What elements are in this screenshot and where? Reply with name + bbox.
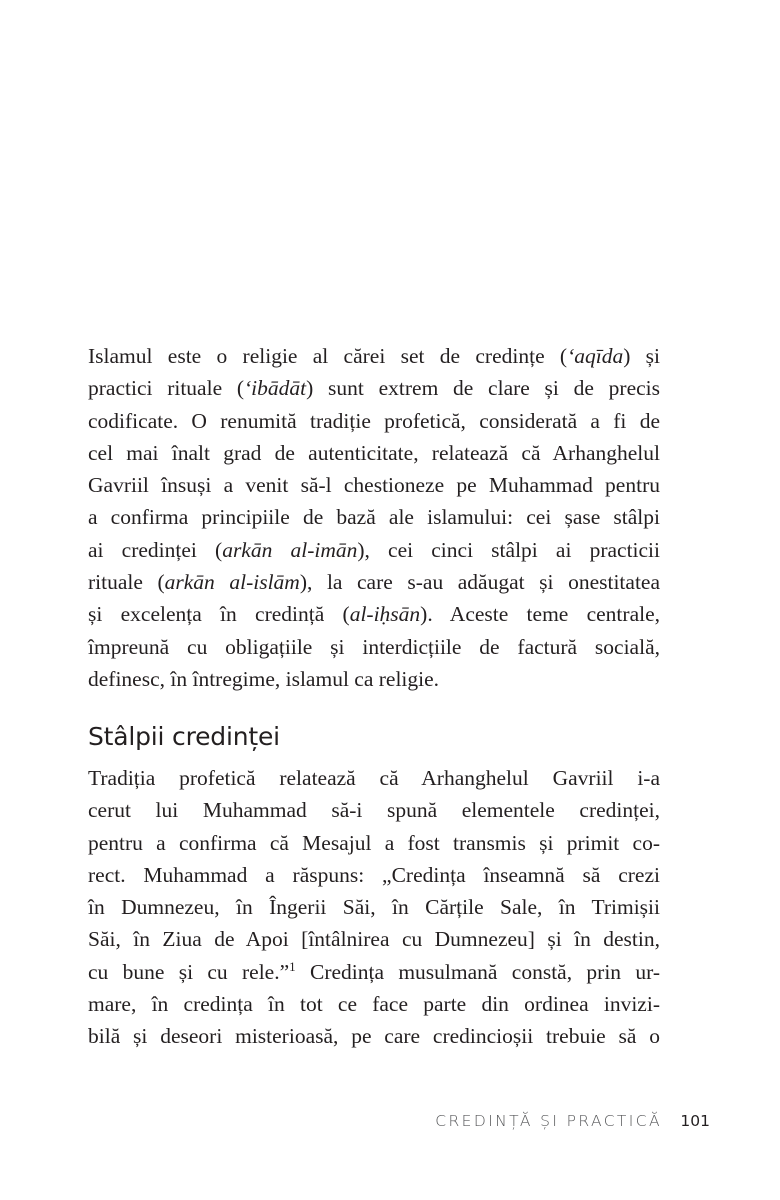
italic-term: ‘aqīda xyxy=(567,344,624,368)
text-line: Săi, în Ziua de Apoi [întâlnirea cu Dumnezeu] și în destin, xyxy=(88,927,660,952)
text-line: practici rituale (‘ibādāt) sunt extrem de clare și de precis xyxy=(88,376,660,401)
body-paragraph xyxy=(88,762,660,1053)
section-heading: Stâlpii credinței xyxy=(88,722,280,751)
text-line: împreună cu obligațiile și interdicțiile de factură socială, xyxy=(88,634,660,659)
running-footer-title: CREDINȚĂ ȘI PRACTICĂ xyxy=(435,1112,662,1130)
text-line: cel mai înalt grad de autenticitate, relatează că Arhanghelul xyxy=(88,440,660,465)
text-line: mare, în credința în tot ce face parte din ordinea invizi- xyxy=(88,992,660,1017)
text-line: definesc, în întregime, islamul ca religie. xyxy=(88,666,440,691)
text-line: bilă și deseori misterioasă, pe care credincioșii trebuie să o xyxy=(88,1024,660,1049)
italic-term: ‘ibādāt xyxy=(244,376,307,401)
text-line: și excelența în credință (al-iḥsān). Aceste teme centrale, xyxy=(88,602,660,627)
text-line: Gavriil însuși a venit să-l chestioneze pe Muhammad pentru xyxy=(88,473,660,498)
italic-term: al-iḥsān xyxy=(349,602,421,627)
text-line: Tradiția profetică relatează că Arhanghelul Gavriil i-a xyxy=(88,766,660,790)
text-line: ai credinței (arkān al-imān), cei cinci stâlpi ai practicii xyxy=(88,537,661,562)
text-line: în Dumnezeu, în Îngerii Săi, în Cărțile Sale, în Trimișii xyxy=(88,895,660,920)
text-line: Islamul este o religie al cărei set de credințe (‘aqīda) și xyxy=(88,344,660,368)
italic-term: arkān al-islām xyxy=(164,570,300,595)
text-line: rituale (arkān al-islām), la care s-au adăugat și onestitatea xyxy=(88,570,660,595)
text-line: a confirma principiile de bază ale islamului: cei șase stâlpi xyxy=(88,505,660,530)
page-number: 101 xyxy=(680,1112,710,1130)
text-line: cerut lui Muhammad să-i spună elementele credinței, xyxy=(88,798,660,823)
footnote-marker: 1 xyxy=(289,958,296,974)
italic-term: arkān al-imān xyxy=(222,537,358,562)
text-line: cu bune și cu rele.”$^1$ Credința musulmană constă, prin ur- xyxy=(88,958,660,984)
intro-paragraph xyxy=(88,340,660,695)
text-line: pentru a confirma că Mesajul a fost transmis și primit co- xyxy=(88,830,660,855)
text-line: codificate. O renumită tradiție profetică, considerată a fi de xyxy=(88,408,660,433)
text-line: rect. Muhammad a răspuns: „Credința înseamnă să crezi xyxy=(88,862,660,887)
